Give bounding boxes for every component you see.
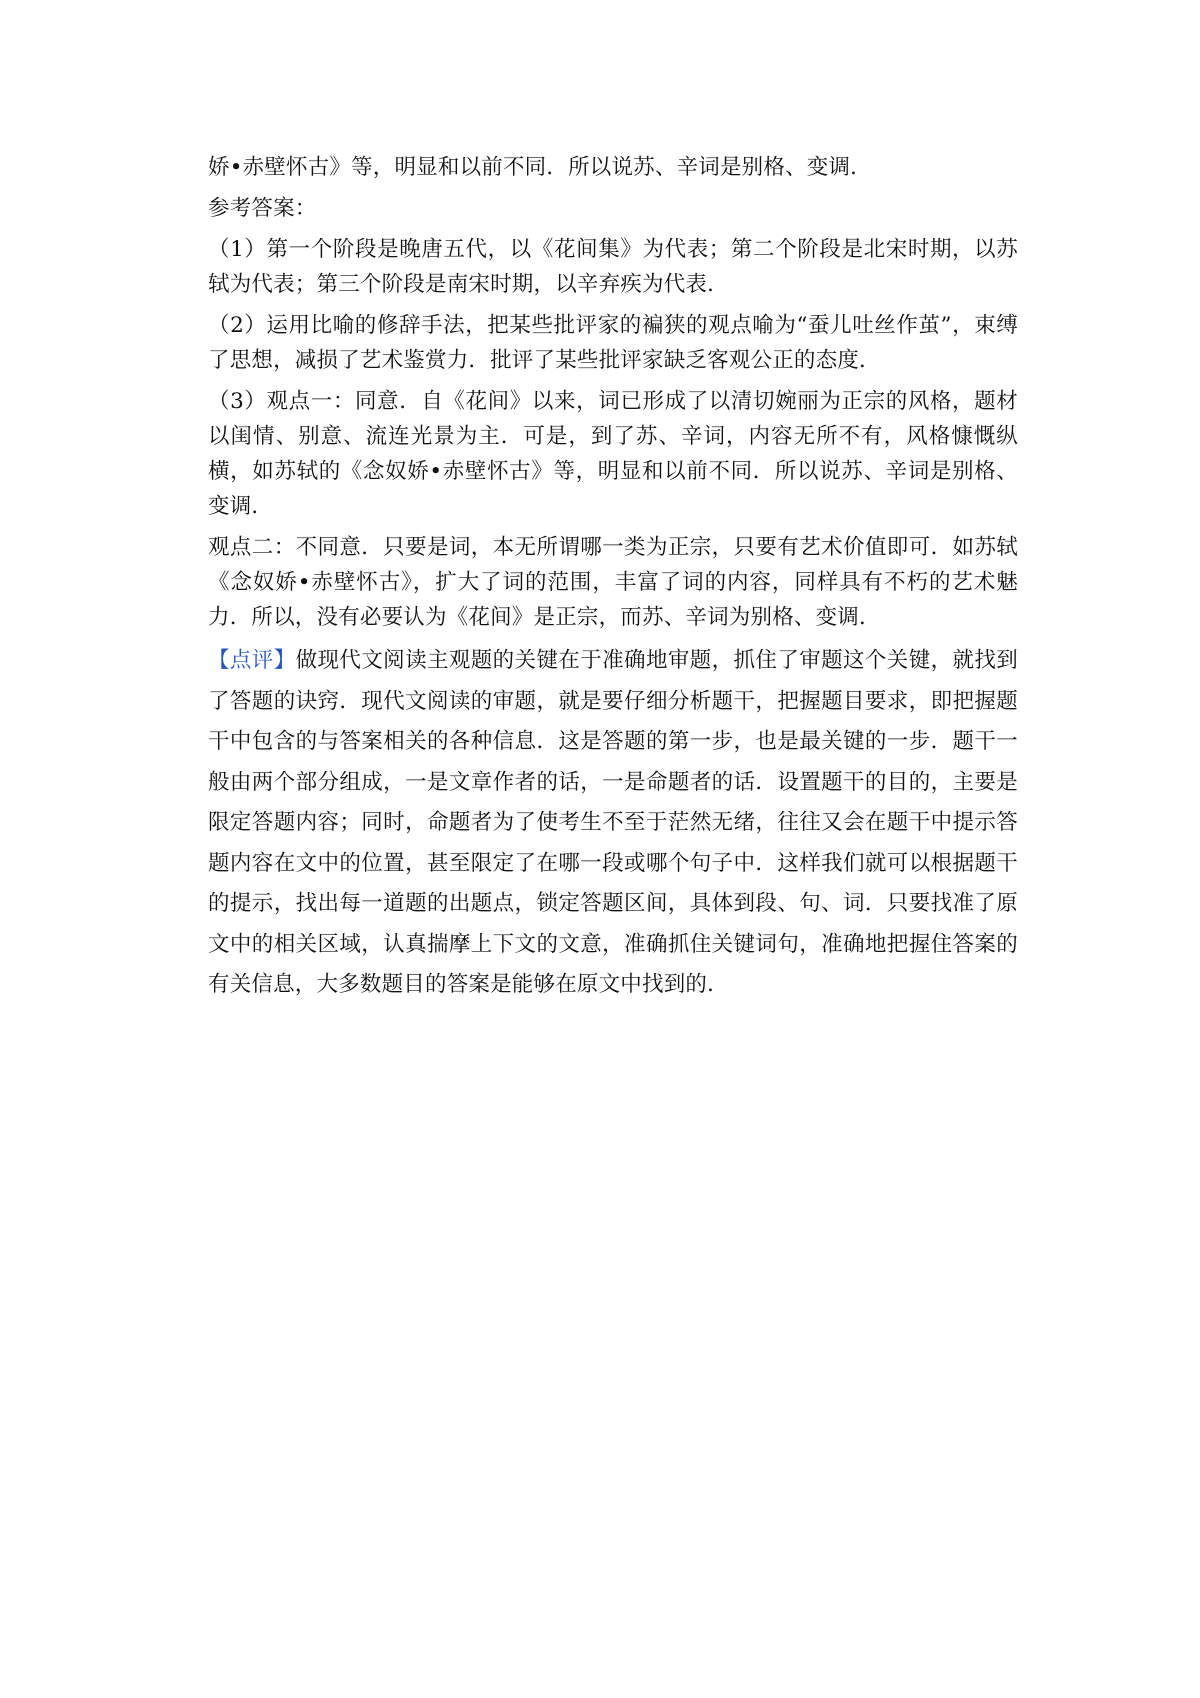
answer-3-view-1: （3）观点一：同意．自《花间》以来，词已形成了以清切婉丽为正宗的风格，题材以闺情、别意、流连光景为主．可是，到了苏、辛词，内容无所不有，风格慷慨纵横，如苏轼的《念奴娇•赤壁怀古》等，明显和以前不同．所以说苏、辛词是别格、变调．: [208, 389, 1018, 519]
answer-2: （2）运用比喻的修辞手法，把某些批评家的褊狭的观点喻为“蚕儿吐丝作茧”，束缚了思想，减损了艺术鉴赏力．批评了某些批评家缺乏客观公正的态度．: [208, 313, 1018, 373]
continuation-line: 娇•赤壁怀古》等，明显和以前不同．所以说苏、辛词是别格、变调．: [208, 155, 872, 180]
comment-tag: 【点评】: [208, 648, 296, 673]
answer-1: （1）第一个阶段是晚唐五代，以《花间集》为代表；第二个阶段是北宋时期，以苏轼为代表；第三个阶段是南宋时期，以辛弃疾为代表．: [208, 237, 1018, 297]
document-body: [208, 150, 1018, 1012]
answer-heading: 参考答案：: [208, 196, 317, 221]
comment-paragraph: [208, 641, 1018, 1006]
answer-3-view-2: 观点二：不同意．只要是词，本无所谓哪一类为正宗，只要有艺术价值即可．如苏轼《念奴娇•赤壁怀古》，扩大了词的范围，丰富了词的内容，同样具有不朽的艺术魅力．所以，没有必要认为《花间》是正宗，而苏、辛词为别格、变调．: [208, 535, 1018, 630]
comment-text: 做现代文阅读主观题的关键在于准确地审题，抓住了审题这个关键，就找到了答题的诀窍．现代文阅读的审题，就是要仔细分析题干，把握题目要求，即把握题干中包含的与答案相关的各种信息．这是答题的第一步，也是最关键的一步．题干一般由两个部分组成，一是文章作者的话，一是命题者的话．设置题干的目的，主要是限定答题内容；同时，命题者为了使考生不至于茫然无绪，往往又会在题干中提示答题内容在文中的位置，甚至限定了在哪一段或哪个句子中．这样我们就可以根据题干的提示，找出每一道题的出题点，锁定答题区间，具体到段、句、词．只要找准了原文中的相关区域，认真揣摩上下文的文意，准确抓住关键词句，准确地把握住答案的有关信息，大多数题目的答案是能够在原文中找到的．: [208, 648, 1018, 997]
